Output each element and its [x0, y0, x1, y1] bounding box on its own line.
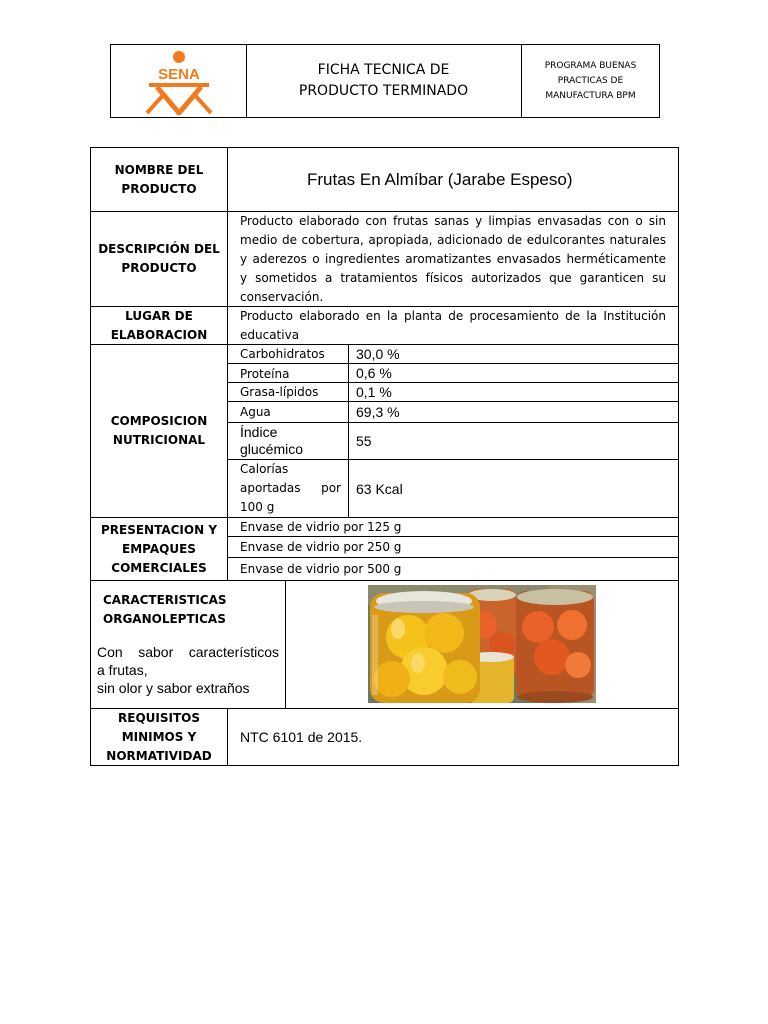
- program-line-1: PROGRAMA BUENAS: [544, 60, 637, 71]
- presentation-item-125: Envase de vidrio por 125 g: [227, 517, 679, 537]
- nutrient-value-water: 69,3 %: [348, 401, 679, 423]
- header-logo-cell: [110, 44, 247, 118]
- product-name-value: [227, 147, 679, 212]
- nutrient-value-glycemic: 55: [348, 422, 679, 460]
- title-line-2: PRODUCTO TERMINADO: [298, 83, 469, 99]
- nutrient-name-glycemic: Índice glucémico: [227, 422, 349, 460]
- presentation-item-250: Envase de vidrio por 250 g: [227, 536, 679, 558]
- description-value: [227, 211, 679, 307]
- nutrient-name-water: Agua: [227, 401, 349, 423]
- nutrient-name-fat: Grasa-lípidos: [227, 382, 349, 402]
- logo-text: SENA: [158, 66, 200, 83]
- presentation-item-500: Envase de vidrio por 500 g: [227, 557, 679, 581]
- nutrient-name-protein: Proteína: [227, 363, 349, 383]
- place-value: [227, 306, 679, 345]
- program-line-2: PRACTICAS DE: [557, 75, 624, 86]
- description-text: Producto elaborado con frutas sanas y limpias envasadas con o sin medio de cobertura, apropiada, adicionado de edulcorantes naturales y aderezos o ingredientes aromatizantes envasados herméticamente y sometidos a tratamientos físicos autorizados que garanticen su conservación.: [240, 214, 666, 304]
- composition-label: COMPOSICION NUTRICIONAL: [90, 344, 228, 518]
- nutrient-value-calories: 63 Kcal: [348, 459, 679, 518]
- product-name-label: NOMBRE DEL PRODUCTO: [90, 147, 228, 212]
- organoleptic-label-line1: CARACTERISTICAS: [103, 593, 227, 607]
- sena-logo-icon: [143, 49, 215, 115]
- requirements-label: REQUISITOS MINIMOS Y NORMATIVIDAD: [90, 708, 228, 766]
- organoleptic-image-cell: [285, 580, 679, 709]
- nutrient-value-carbs: 30,0 %: [348, 344, 679, 364]
- description-label: DESCRIPCIÓN DEL PRODUCTO: [90, 211, 228, 307]
- fruit-jars-photo: [368, 585, 596, 703]
- program-line-3: MANUFACTURA BPM: [545, 90, 636, 101]
- nutrient-name-calories: Calorías aportadas por 100 g: [227, 459, 349, 518]
- header-program-cell: [521, 44, 660, 118]
- nutrient-value-protein: 0,6 %: [348, 363, 679, 383]
- place-text: Producto elaborado en la planta de procesamiento de la Institución educativa: [240, 309, 666, 342]
- nutrient-value-fat: 0,1 %: [348, 382, 679, 402]
- nutrient-name-carbs: Carbohidratos: [227, 344, 349, 364]
- requirements-value: [227, 708, 679, 766]
- product-name-text: Frutas En Almíbar (Jarabe Espeso): [307, 169, 573, 189]
- organoleptic-description: Con sabor característicos a frutas, sin olor y sabor extraños: [97, 644, 279, 696]
- place-label: LUGAR DE ELABORACION: [90, 306, 228, 345]
- requirements-text: NTC 6101 de 2015.: [240, 729, 363, 745]
- title-line-1: FICHA TECNICA DE: [317, 62, 450, 78]
- organoleptic-label-cell: [90, 580, 286, 709]
- header-title-cell: [246, 44, 522, 118]
- organoleptic-label-line2: ORGANOLEPTICAS: [103, 612, 226, 626]
- presentation-label: PRESENTACION Y EMPAQUES COMERCIALES: [90, 517, 228, 581]
